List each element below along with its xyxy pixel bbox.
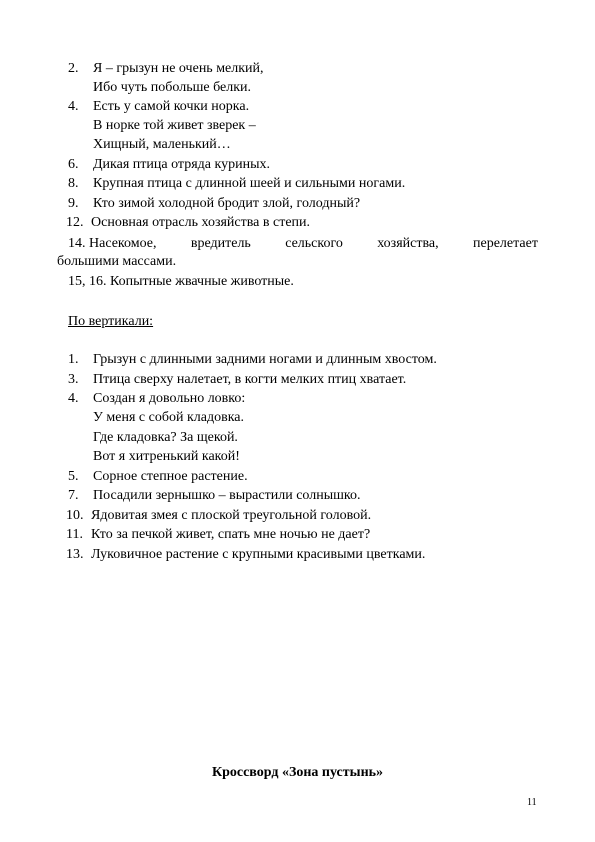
- document-page: 2. Я – грызун не очень мелкий, Ибо чуть побольше белки. 4. Есть у самой кочки норка. В норке той живет зверек – Хищный, маленький… 6. Дикая птица отряда куриных. 8. Крупная птица с длинной шеей и сильными ногами. 9. Кто зимой холодной бродит злой, голодный? 12. Основная отрасль хозяйства в степи. 14. Насекомое, вредитель сельского хозяйства, перелетает большими массами. 15, 16. Копытные жвачные животные. По вертикали: 1. Грызун с длинными задними ногами и длинным хвостом. 3. Птица сверху налетает, в когти мелких птиц хватает. 4. Создан я довольно ловко: У меня с собой кладовка. Где кладовка? За щекой. Вот я хитренький какой! 5. Сорное степное растение. 7. Посадили зернышко – вырастили солнышко. 10. Ядовитая змея с плоской треугольной головой. 11. Кто за печкой живет, спать мне ночью не дает? 13. Луковичное растение с крупными красивыми цветками. Кроссворд «Зона пустынь» 11: [0, 0, 595, 842]
- clue-h-14-cont: большими массами.: [57, 254, 177, 269]
- crossword-title: Кроссворд «Зона пустынь»: [211, 765, 384, 780]
- vertical-heading: По вертикали:: [68, 314, 154, 329]
- clue-h-14-first: 14. Насекомое,: [68, 236, 157, 251]
- page-number: 11: [527, 797, 537, 808]
- clue-h-14: 14. Насекомое, вредитель сельского хозяйства, перелетает: [68, 236, 538, 251]
- clue-h-15-16: 15, 16. Копытные жвачные животные.: [68, 274, 294, 289]
